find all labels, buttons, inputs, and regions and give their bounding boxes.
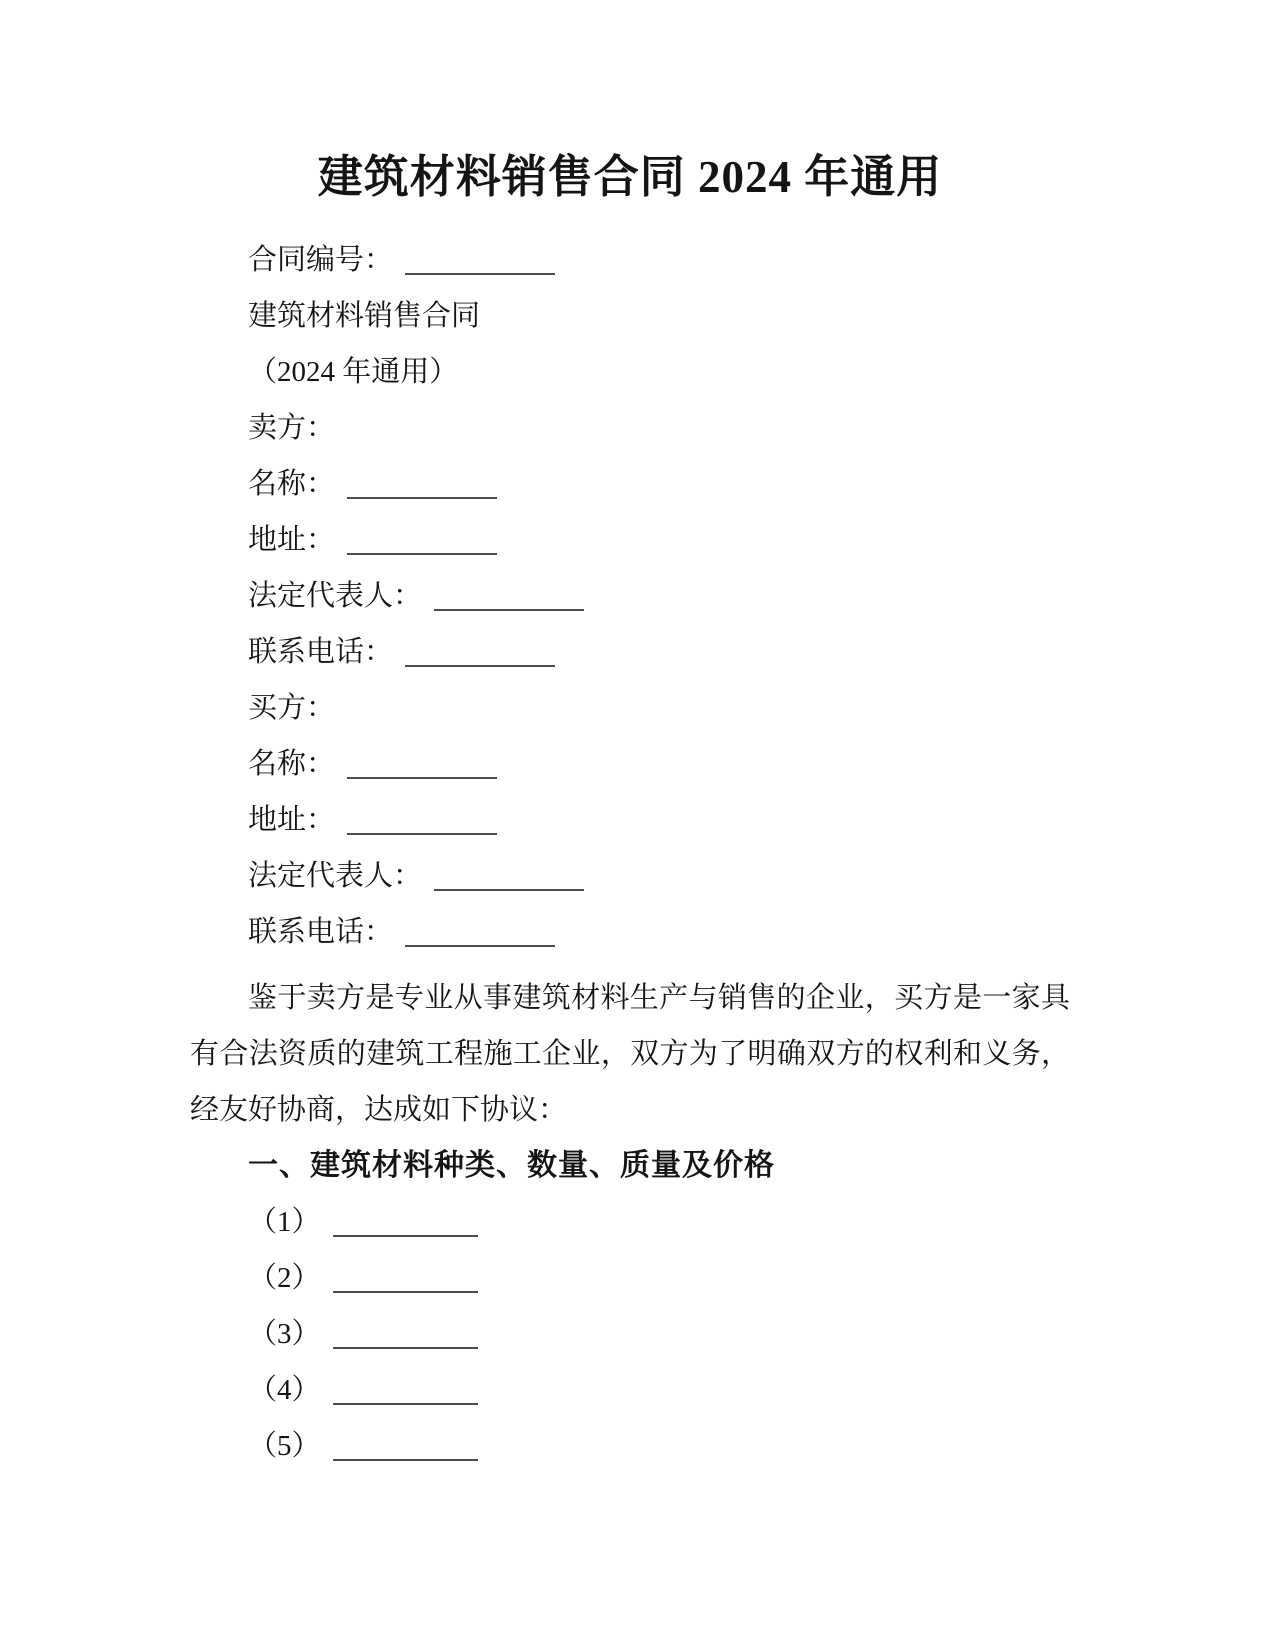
seller-address-blank <box>347 523 497 555</box>
section1-item-2-label: （2） <box>248 1262 321 1294</box>
buyer-name-blank <box>347 747 497 779</box>
buyer-phone-blank <box>405 915 555 947</box>
seller-legal-representative-blank <box>434 579 584 611</box>
contract-number-blank <box>405 243 555 275</box>
section1-item-2-blank <box>333 1261 478 1293</box>
buyer-legal-representative-line <box>190 848 1070 904</box>
contract-number-line <box>190 232 1070 288</box>
section1-item-5-label: （5） <box>248 1430 321 1462</box>
seller-legal-representative-label: 法定代表人： <box>248 580 423 612</box>
buyer-name-label: 名称： <box>248 748 336 780</box>
seller-name-line <box>190 456 1070 512</box>
section1-item-5-blank <box>333 1429 478 1461</box>
buyer-phone-label: 联系电话： <box>248 916 394 948</box>
seller-phone-label: 联系电话： <box>248 636 394 668</box>
section1-item-4-blank <box>333 1373 478 1405</box>
seller-phone-line <box>190 624 1070 680</box>
seller-heading: 卖方： <box>248 412 336 444</box>
section1-item-1-label: （1） <box>248 1206 321 1238</box>
contract-number-label: 合同编号： <box>248 244 394 276</box>
section1-item-1 <box>190 1194 1070 1250</box>
seller-name-blank <box>347 467 497 499</box>
buyer-name-line <box>190 736 1070 792</box>
buyer-legal-representative-label: 法定代表人： <box>248 860 423 892</box>
seller-address-line <box>190 512 1070 568</box>
seller-phone-blank <box>405 635 555 667</box>
section1-heading: 一、建筑材料种类、数量、质量及价格 <box>248 1149 775 1182</box>
section1-item-3-label: （3） <box>248 1318 321 1350</box>
preamble-paragraph: 鉴于卖方是专业从事建筑材料生产与销售的企业，买方是一家具有合法资质的建筑工程施工企业，双方为了明确双方的权利和义务，经友好协商，达成如下协议： <box>190 982 1070 1126</box>
section1-item-4-label: （4） <box>248 1374 321 1406</box>
document-subtitle-note: （2024 年通用） <box>248 356 459 388</box>
buyer-address-blank <box>347 803 497 835</box>
buyer-address-label: 地址： <box>248 804 336 836</box>
section1-item-4 <box>190 1362 1070 1418</box>
section1-item-3 <box>190 1306 1070 1362</box>
section1-item-1-blank <box>333 1205 478 1237</box>
section1-item-2 <box>190 1250 1070 1306</box>
seller-name-label: 名称： <box>248 468 336 500</box>
buyer-phone-line <box>190 904 1070 960</box>
seller-address-label: 地址： <box>248 524 336 556</box>
seller-legal-representative-line <box>190 568 1070 624</box>
buyer-heading: 买方： <box>248 692 336 724</box>
section1-item-3-blank <box>333 1317 478 1349</box>
buyer-address-line <box>190 792 1070 848</box>
document-subtitle: 建筑材料销售合同 <box>248 300 481 332</box>
buyer-legal-representative-blank <box>434 859 584 891</box>
document-title: 建筑材料销售合同 2024 年通用 <box>317 152 943 202</box>
section1-item-5 <box>190 1418 1070 1474</box>
